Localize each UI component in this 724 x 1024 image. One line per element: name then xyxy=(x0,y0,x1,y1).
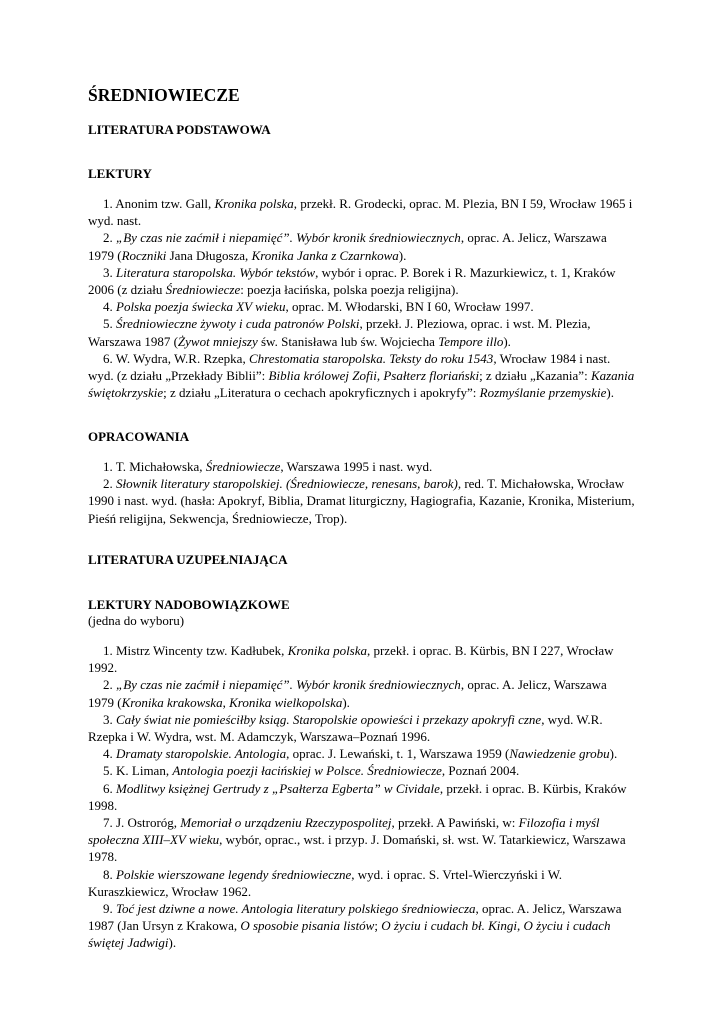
citation-text: , wyd. i oprac. S. Vrtel-Wierczyński i W. Kuraszkiewicz, Wrocław 1962. xyxy=(88,866,563,899)
italic-title-text: Kronika krakowska xyxy=(121,694,223,710)
citation-text: 2. xyxy=(103,476,116,492)
subsection-heading-nadobowiazkowe: LEKTURY NADOBOWIĄZKOWE xyxy=(88,597,290,612)
italic-title-text: Psałterz floriański xyxy=(383,368,480,384)
italic-title-text: Żywot mniejszy xyxy=(177,333,258,349)
italic-title-text: Kronika polska xyxy=(287,643,368,658)
list-item xyxy=(88,762,636,779)
citation-text: , wybór, oprac., wst. i przyp. J. Domański, sł. wst. W. Tatarkiewicz, Warszawa 1978. xyxy=(88,832,626,865)
list-item xyxy=(88,475,636,527)
italic-title-text: Średniowiecze xyxy=(205,459,281,474)
italic-title-text: Polska poezja świecka XV wieku xyxy=(116,299,286,315)
italic-title-text: O życiu i cudach bł. Kingi xyxy=(381,918,517,934)
citation-text: 1. Mistrz Wincenty tzw. Kadłubek, xyxy=(103,643,288,658)
citation-text: ). xyxy=(609,746,618,762)
citation-text: , przekł. J. Pleziowa, oprac. i wst. M. Plezia, Warszawa 1987 ( xyxy=(88,316,591,349)
citation-text: ; xyxy=(374,918,382,934)
citation-text: ). xyxy=(503,333,511,349)
citation-text: 5. K. Liman, xyxy=(103,763,173,779)
citation-text: , red. T. Michałowska, Wrocław 1990 i nast. wyd. (hasła: Apokryf, Biblia, Dramat liturgiczny, Hagiografia, Kazanie, Kronika, Misterium, Pieśń religijna, Sekwencja, Średniowiecze, Trop). xyxy=(88,476,635,526)
italic-title-text: Średniowiecze xyxy=(165,282,241,298)
citation-text: , oprac. A. Jelicz, Warszawa 1987 (Jan Ursyn z Krakowa, xyxy=(88,901,622,934)
citation-text: 5. xyxy=(103,316,116,332)
italic-title-text: Cały świat nie pomieściłby ksiąg. Staropolskie opowieści i przekazy apokryfi czne xyxy=(116,711,542,727)
citation-text: , xyxy=(376,368,384,384)
citation-text: 8. xyxy=(103,866,116,882)
citation-text: , przekł. A Pawiński, w: xyxy=(391,815,519,831)
italic-title-text: Memoriał o urządzeniu Rzeczypospolitej xyxy=(180,815,392,831)
italic-title-text: Nawiedzenie grobu xyxy=(509,746,610,762)
italic-title-text: Kronika polska xyxy=(214,196,294,211)
italic-title-text: Literatura staropolska. Wybór tekstów xyxy=(116,264,316,280)
citation-text: , Warszawa 1995 i nast. wyd. xyxy=(280,459,433,474)
list-item xyxy=(88,458,636,475)
italic-title-text: O życiu i cudach świętej Jadwigi xyxy=(88,918,611,951)
citation-text: 4. xyxy=(103,299,116,315)
citation-text: 6. W. Wydra, W.R. Rzepka, xyxy=(103,350,249,366)
italic-title-text: Rozmyślanie przemyskie xyxy=(479,385,607,401)
subsection-heading-opracowania: OPRACOWANIA xyxy=(88,429,190,444)
list-item xyxy=(88,780,636,814)
section-heading-supplementary: LITERATURA UZUPEŁNIAJĄCA xyxy=(88,552,288,567)
citation-text: , przekł. R. Grodecki, oprac. M. Plezia, BN I 59, Wrocław 1965 i wyd. nast. xyxy=(88,196,633,229)
citation-text: 9. xyxy=(103,901,116,917)
subsection-heading-lektury: LEKTURY xyxy=(88,166,152,181)
italic-title-text: Słownik literatury staropolskiej. (Średniowiecze, renesans, barok) xyxy=(116,476,458,492)
citation-text: : poezja łacińska, polska poezja religijna). xyxy=(240,282,459,298)
italic-title-text: Roczniki xyxy=(121,247,167,263)
page-title: ŚREDNIOWIECZE xyxy=(88,85,240,105)
citation-text: , xyxy=(222,694,230,710)
citation-text: , przekł. i oprac. B. Kürbis, BN I 227, Wrocław 1992. xyxy=(88,643,614,676)
list-item xyxy=(88,229,636,263)
list-item xyxy=(88,315,636,349)
citation-text: , oprac. A. Jelicz, Warszawa 1979 ( xyxy=(88,677,607,710)
section-heading-basic: LITERATURA PODSTAWOWA xyxy=(88,122,271,137)
citation-text: Jana Długosza, xyxy=(166,247,252,263)
citation-text: , oprac. M. Włodarski, BN I 60, Wrocław 1997. xyxy=(285,299,534,315)
citation-text: ; z działu „Literatura o cechach apokryficznych i apokryfy”: xyxy=(163,385,480,401)
list-item xyxy=(88,711,636,745)
list-item xyxy=(88,745,636,762)
citation-text: , wyd. W.R. Rzepka i W. Wydra, wst. M. Adamczyk, Warszawa–Poznań 1996. xyxy=(88,711,603,745)
citation-text: , przekł. i oprac. B. Kürbis, Kraków 1998. xyxy=(88,780,627,813)
italic-title-text: Kronika wielkopolska xyxy=(229,694,343,710)
list-item xyxy=(88,642,636,676)
citation-text: 2. xyxy=(103,677,116,693)
citation-text: św. Stanisława lub św. Wojciecha xyxy=(257,333,439,349)
italic-title-text: Dramaty staropolskie. Antologia xyxy=(116,746,287,762)
citation-text: , xyxy=(517,918,524,934)
italic-title-text: Polskie wierszowane legendy średniowieczne xyxy=(116,866,352,882)
italic-title-text: Kronika Janka z Czarnkowa xyxy=(251,247,399,263)
citation-text: , oprac. A. Jelicz, Warszawa 1979 ( xyxy=(88,230,607,263)
citation-text: ; z działu „Kazania”: xyxy=(479,368,591,384)
list-item xyxy=(88,676,636,710)
citation-text: ). xyxy=(168,935,177,951)
list-item xyxy=(88,350,636,402)
lektury-list xyxy=(88,195,636,401)
citation-text: , Wrocław 1984 i nast. wyd. (z działu „Przekłady Biblii”: xyxy=(88,350,611,384)
citation-text: 3. xyxy=(103,264,116,280)
citation-text: ). xyxy=(606,385,614,401)
citation-text: 7. J. Ostroróg, xyxy=(103,815,181,831)
citation-text: ). xyxy=(342,694,350,710)
italic-title-text: „By czas nie zaćmił i niepamięć”. Wybór kronik średniowiecznych xyxy=(116,677,461,693)
selection-note: (jedna do wyboru) xyxy=(88,613,185,628)
citation-text: 4. xyxy=(103,746,116,762)
citation-text: 2. xyxy=(103,230,116,246)
list-item xyxy=(88,900,636,952)
citation-text: , oprac. J. Lewański, t. 1, Warszawa 1959 ( xyxy=(286,746,510,762)
italic-title-text: Toć jest dziwne a nowe. Antologia literatury polskiego średniowiecza xyxy=(116,901,476,917)
list-item xyxy=(88,264,636,298)
italic-title-text: „By czas nie zaćmił i niepamięć”. Wybór kronik średniowiecznych xyxy=(116,230,461,246)
italic-title-text: Kazania świętokrzyskie xyxy=(88,368,635,401)
citation-text: , Poznań 2004. xyxy=(441,763,520,779)
citation-text: 1. Anonim tzw. Gall, xyxy=(103,196,215,211)
italic-title-text: Biblia królowej Zofii xyxy=(268,368,377,384)
citation-text: 1. T. Michałowska, xyxy=(103,459,206,474)
italic-title-text: Filozofia i myśl społeczna XIII–XV wieku xyxy=(88,815,600,848)
citation-text: , wybór i oprac. P. Borek i R. Mazurkiewicz, t. 1, Kraków 2006 (z działu xyxy=(88,264,616,298)
italic-title-text: Średniowieczne żywoty i cuda patronów Polski xyxy=(116,316,360,332)
italic-title-text: Chrestomatia staropolska. Teksty do roku 1543 xyxy=(248,350,494,366)
italic-title-text: O sposobie pisania listów xyxy=(240,918,375,934)
italic-title-text: Tempore illo xyxy=(438,333,504,349)
citation-text: 3. xyxy=(103,711,116,727)
list-item xyxy=(88,814,636,866)
italic-title-text: Modlitwy księżnej Gertrudy z „Psałterza Egberta” w Cividale xyxy=(116,780,440,796)
opracowania-list xyxy=(88,458,636,527)
list-item xyxy=(88,866,636,900)
italic-title-text: Antologia poezji łacińskiej w Polsce. Średniowiecze xyxy=(172,763,442,779)
citation-text: 6. xyxy=(103,780,116,796)
list-item xyxy=(88,298,636,315)
list-item xyxy=(88,195,636,229)
citation-text: ). xyxy=(398,247,407,263)
nadobowiazkowe-list xyxy=(88,642,636,952)
